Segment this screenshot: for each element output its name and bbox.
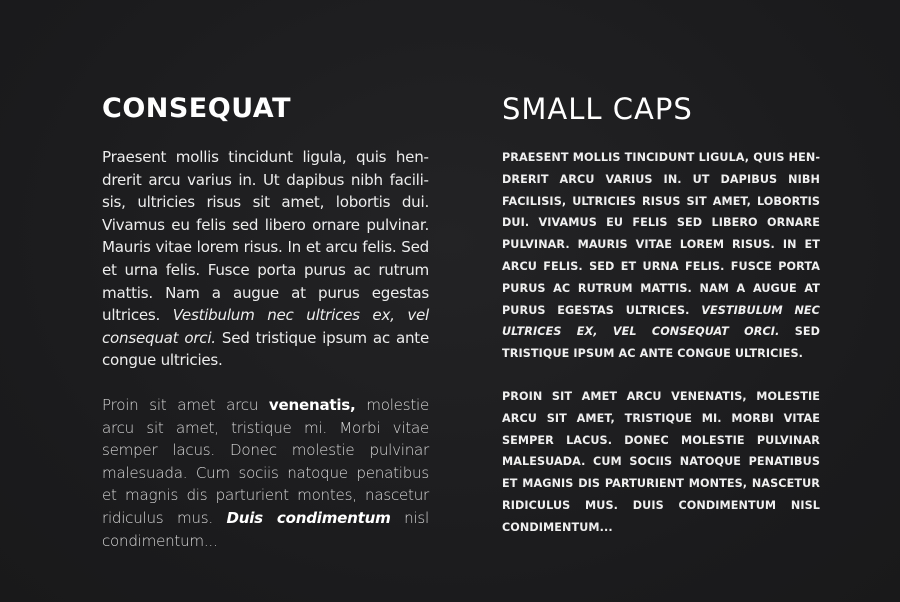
small-caps-heading: SMALL CAPS bbox=[502, 92, 693, 126]
small-caps-column bbox=[502, 92, 820, 539]
consequat-column bbox=[102, 92, 429, 552]
consequat-p1-text: Praesent mollis tincidunt ligula, quis hendrerit arcu varius in. Ut dapibus nibh facilisis, ultricies risus sit amet, lobortis dui. Vivamus eu felis sed libero ornare pulvinar. Mauris vitae lorem risus. In et arcu felis. Sed et urna felis. Fusce porta purus ac rutrum mattis. Nam a augue at purus egestas ultrices. bbox=[102, 148, 429, 325]
consequat-p2-bold-italic: Duis condimentum bbox=[226, 508, 391, 527]
small-caps-paragraph-1 bbox=[502, 147, 820, 365]
small-caps-p1-tail: SED TRISTIQUE IPSUM AC ANTE CONGUE ULTRICIES. bbox=[502, 325, 820, 361]
consequat-heading: CONSEQUAT bbox=[102, 93, 292, 124]
small-caps-paragraph-2: PROIN SIT AMET ARCU VENENATIS, MOLESTIE ARCU SIT AMET, TRISTIQUE MI. MORBI VITAE SEMPER LACUS. DONEC MOLESTIE PULVINAR MALESUADA. CUM SOCIIS NATOQUE PENATIBUS ET MAGNIS DIS PARTURIENT MONTES, NASCETUR RIDICULUS MUS. DUIS CONDIMENTUM NISL CONDIMENTUM... bbox=[502, 389, 820, 534]
consequat-p1-italic: Vestibulum nec ultrices ex, vel consequat orci. bbox=[102, 306, 430, 347]
small-caps-p1-italic: VESTIBULUM NEC ULTRICES EX, VEL CONSEQUAT ORCI. bbox=[502, 303, 820, 339]
consequat-paragraph-2 bbox=[102, 394, 429, 552]
small-caps-p1-text: PRAESENT MOLLIS TINCIDUNT LIGULA, QUIS HENDRERIT ARCU VARIUS IN. UT DAPIBUS NIBH FACILISIS, ULTRICIES RISUS SIT AMET, LOBORTIS DUI. VIVAMUS EU FELIS SED LIBERO ORNARE PULVINAR. MAURIS VITAE LOREM RISUS. IN ET ARCU FELIS. SED ET URNA FELIS. FUSCE PORTA PURUS AC RUTRUM MATTIS. NAM A AUGUE AT PURUS EGESTAS ULTRICES. bbox=[502, 151, 820, 317]
consequat-p2-text: Proin sit amet arcu bbox=[102, 395, 269, 414]
consequat-p2-bold: venenatis, bbox=[268, 395, 356, 414]
consequat-p2-middle: molestie arcu sit amet, tristique mi. Morbi vitae semper lacus. Donec molestie pulvinar malesuada. Cum sociis natoque penatibus et magnis dis parturient montes, nascetur ridiculus mus. bbox=[102, 395, 429, 527]
consequat-p2-tail: nisl condimentum... bbox=[102, 508, 429, 550]
paragraph-gap bbox=[102, 372, 429, 394]
paragraph-gap bbox=[502, 365, 820, 386]
consequat-p1-tail: Sed tristique ipsum ac ante congue ultricies. bbox=[102, 328, 430, 370]
consequat-paragraph-1 bbox=[102, 146, 429, 372]
